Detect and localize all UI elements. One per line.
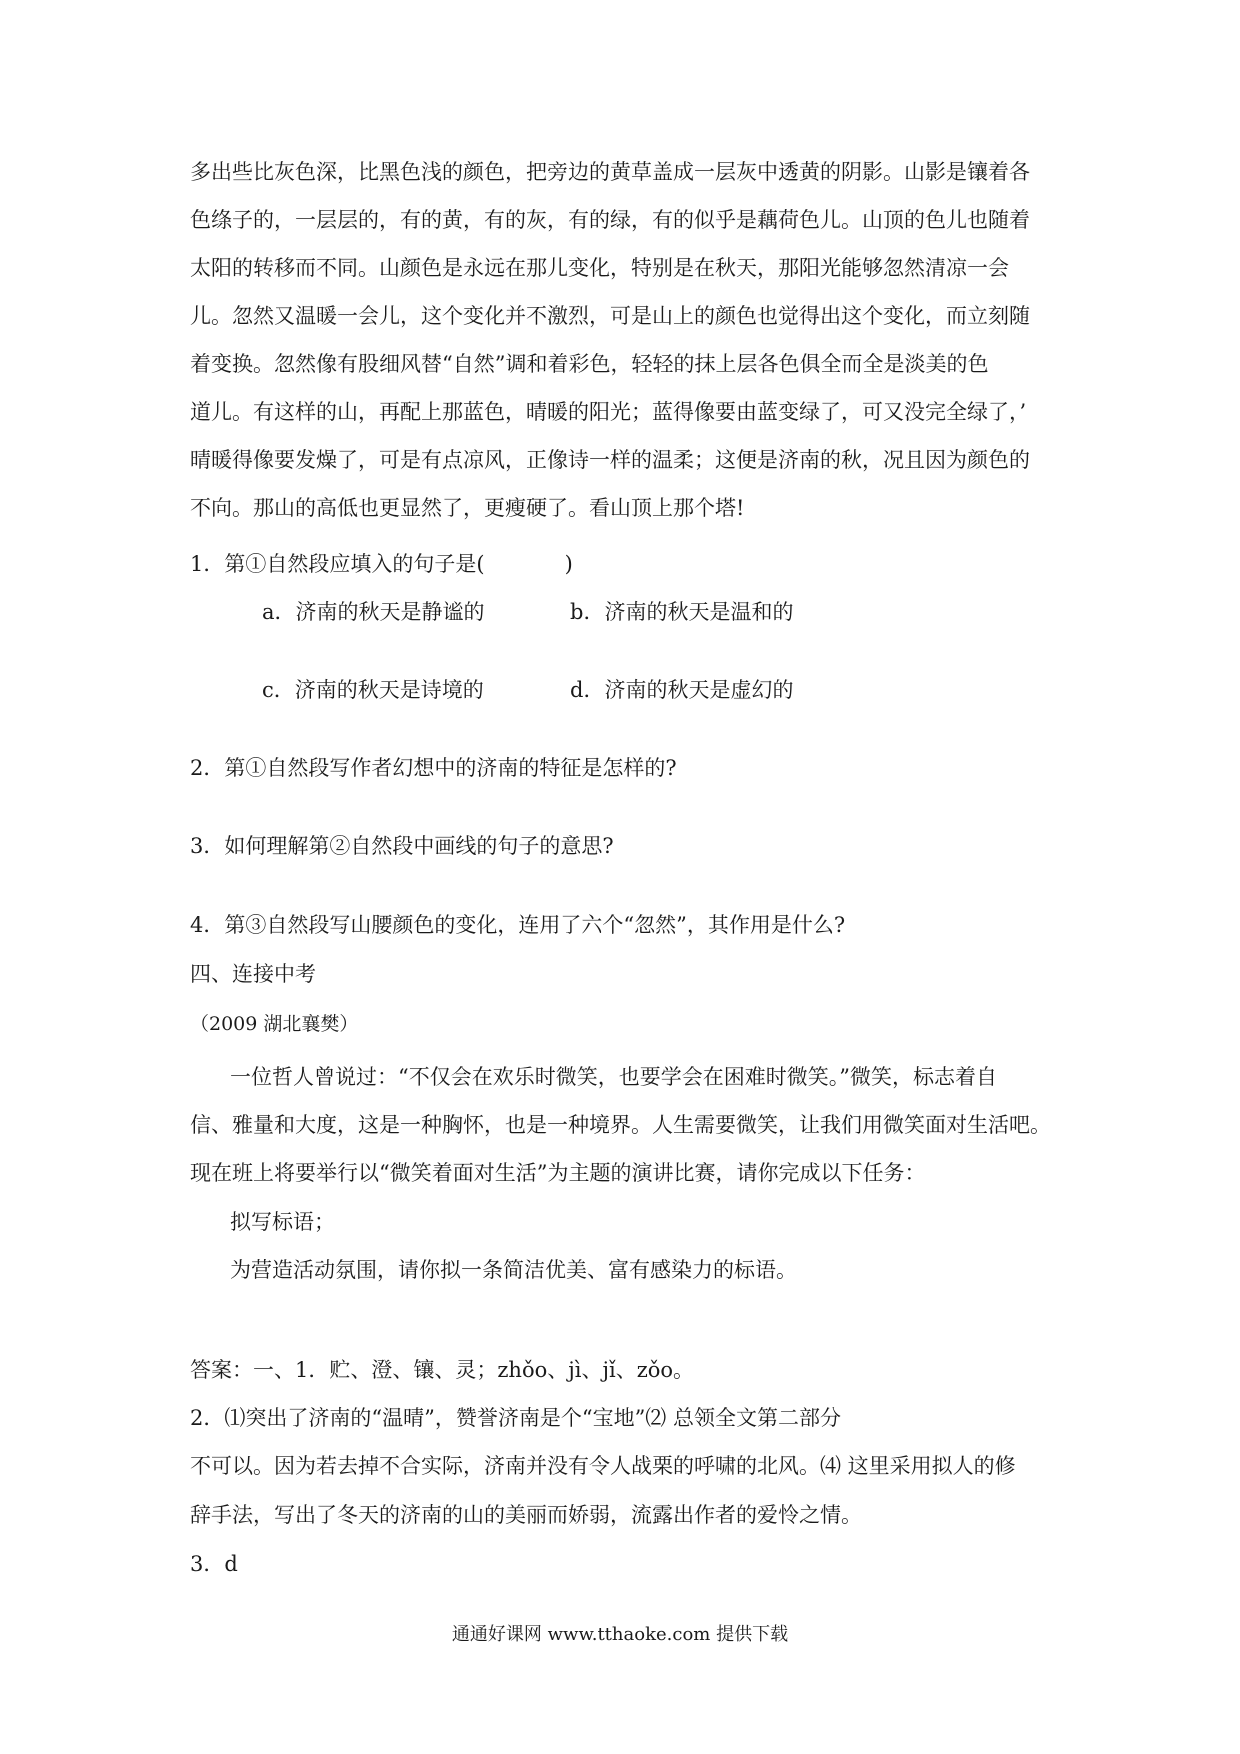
passage-line-5: 着变换。忽然像有股细风替“自然”调和着彩色，轻轻的抹上层各色俱全而全是淡美的色 — [190, 352, 989, 376]
page-footer: 通通好课网 www.tthaoke.com 提供下载 — [451, 1624, 789, 1645]
option-d: d．济南的秋天是虚幻的 — [570, 678, 794, 702]
question-1-stem-end: ) — [564, 552, 573, 576]
answer-line-1: 答案：一、1．贮、澄、镶、灵；zhǒo、jì、jǐ、zǒo。 — [190, 1358, 695, 1382]
scenario-line-2: 信、雅量和大度，这是一种胸怀，也是一种境界。人生需要微笑，让我们用微笑面对生活吧。 — [190, 1113, 1051, 1137]
passage-line-8: 不向。那山的高低也更显然了，更瘦硬了。看山顶上那个塔! — [190, 496, 745, 520]
passage-line-3: 太阳的转移而不同。山颜色是永远在那儿变化，特别是在秋天，那阳光能够忽然清凉一会 — [190, 256, 1009, 280]
passage-line-1: 多出些比灰色深，比黑色浅的颜色，把旁边的黄草盖成一层灰中透黄的阴影。山影是镶着各 — [190, 160, 1030, 184]
question-4: 4．第③自然段写山腰颜色的变化，连用了六个“忽然”，其作用是什么? — [190, 913, 846, 937]
passage-line-2: 色绦子的，一层层的，有的黄，有的灰，有的绿，有的似乎是藕荷色儿。山顶的色儿也随着 — [190, 208, 1030, 232]
passage-line-7: 晴暖得像要发燥了，可是有点凉风，正像诗一样的温柔；这便是济南的秋，况且因为颜色的 — [190, 448, 1030, 472]
task-body: 为营造活动氛围，请你拟一条简洁优美、富有感染力的标语。 — [230, 1258, 797, 1282]
question-3: 3．如何理解第②自然段中画线的句子的意思? — [190, 834, 614, 858]
option-c: c．济南的秋天是诗境的 — [262, 678, 484, 702]
answer-line-5: 3．d — [190, 1552, 238, 1576]
option-b: b．济南的秋天是温和的 — [570, 600, 794, 624]
answer-line-2: 2．⑴突出了济南的“温晴”，赞誉济南是个“宝地”⑵ 总领全文第二部分 — [190, 1406, 841, 1430]
scenario-line-3: 现在班上将要举行以“微笑着面对生活”为主题的演讲比赛，请你完成以下任务： — [190, 1161, 926, 1185]
passage-line-4: 儿。忽然又温暖一会儿，这个变化并不激烈，可是山上的颜色也觉得出这个变化，而立刻随 — [190, 304, 1030, 328]
task-title: 拟写标语； — [230, 1210, 335, 1234]
answer-line-4: 辞手法，写出了冬天的济南的山的美丽而娇弱，流露出作者的爱怜之情。 — [190, 1503, 862, 1527]
section-heading: 四、连接中考 — [190, 962, 316, 986]
exam-source: （2009 湖北襄樊） — [190, 1013, 359, 1035]
question-1-stem: 1．第①自然段应填入的句子是( — [190, 552, 485, 576]
question-2: 2．第①自然段写作者幻想中的济南的特征是怎样的? — [190, 756, 677, 780]
answer-line-3: 不可以。因为若去掉不合实际，济南并没有令人战栗的呼啸的北风。⑷ 这里采用拟人的修 — [190, 1454, 1016, 1478]
question-1 — [190, 550, 1070, 578]
passage-line-6: 道儿。有这样的山，再配上那蓝色，晴暖的阳光；蓝得像要由蓝变绿了，可又没完全绿了，’ — [190, 400, 1027, 424]
option-a: a．济南的秋天是静谧的 — [262, 600, 485, 624]
scenario-line-1: 一位哲人曾说过：“不仅会在欢乐时微笑，也要学会在困难时微笑。”微笑，标志着自 — [230, 1065, 997, 1089]
